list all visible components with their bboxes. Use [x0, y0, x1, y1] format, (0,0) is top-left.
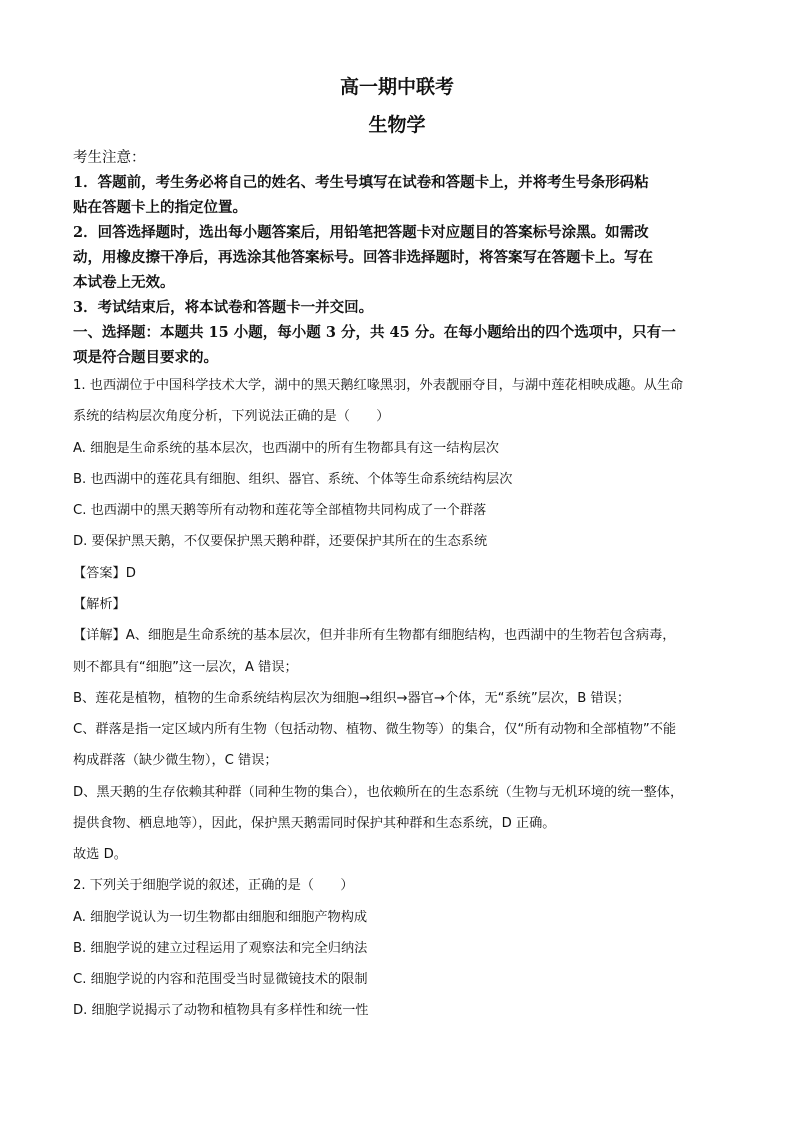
subject-title: 生物学	[368, 114, 426, 136]
question-2-option-c: C. 细胞学说的内容和范围受当时显微镜技术的限制	[73, 972, 368, 987]
question-1-detail-4: C、群落是指一定区域内所有生物（包括动物、植物、微生物等）的集合，仅“所有动物和全部植物”不能	[73, 722, 677, 737]
section-heading-cont: 项是符合题目要求的。	[73, 349, 218, 366]
question-1-stem: 1. 也西湖位于中国科学技术大学，湖中的黑天鹅红喙黑羽，外表靓丽夺目，与湖中莲花相映成趣。从生命	[73, 378, 684, 393]
question-2-option-b: B. 细胞学说的建立过程运用了观察法和完全归纳法	[73, 941, 368, 956]
question-1-answer: 【答案】D	[73, 566, 136, 581]
question-1-detail-6: D、黑天鹅的生存依赖其种群（同种生物的集合），也依赖所在的生态系统（生物与无机环境的统一整体，	[73, 785, 684, 800]
question-2-stem: 2. 下列关于细胞学说的叙述，正确的是（ ）	[73, 878, 354, 893]
notice-item-1: 1．答题前，考生务必将自己的姓名、考生号填写在试卷和答题卡上，并将考生号条形码粘	[73, 174, 649, 191]
notice-item-3: 3．考试结束后，将本试卷和答题卡一并交回。	[73, 299, 374, 316]
question-1-detail: 【详解】A、细胞是生命系统的基本层次，但并非所有生物都有细胞结构，也西湖中的生物若包含病毒，	[73, 628, 676, 643]
question-1-analysis-heading: 【解析】	[73, 597, 126, 612]
question-2-option-a: A. 细胞学说认为一切生物都由细胞和细胞产物构成	[73, 910, 368, 925]
question-1-detail-3: B、莲花是植物，植物的生命系统结构层次为细胞→组织→器官→个体，无“系统”层次，B 错误；	[73, 691, 631, 706]
section-heading: 一、选择题：本题共 15 小题，每小题 3 分，共 45 分。在每小题给出的四个选项中，只有一	[73, 324, 676, 341]
question-1-detail-7: 提供食物、栖息地等），因此，保护黑天鹅需同时保护其种群和生态系统，D 正确。	[73, 816, 556, 831]
notice-item-2-cont: 动，用橡皮擦干净后，再选涂其他答案标号。回答非选择题时，将答案写在答题卡上。写在	[73, 249, 653, 266]
question-1-detail-2: 则不都具有“细胞”这一层次，A 错误；	[73, 660, 298, 675]
question-1-option-d: D. 要保护黑天鹅，不仅要保护黑天鹅种群，还要保护其所在的生态系统	[73, 534, 488, 549]
notice-item-2-cont2: 本试卷上无效。	[73, 274, 175, 291]
question-1-option-b: B. 也西湖中的莲花具有细胞、组织、器官、系统、个体等生命系统结构层次	[73, 472, 513, 487]
question-1-detail-5: 构成群落（缺少微生物），C 错误；	[73, 753, 278, 768]
question-1-stem-cont: 系统的结构层次角度分析，下列说法正确的是（ ）	[73, 409, 390, 424]
question-1-option-a: A. 细胞是生命系统的基本层次，也西湖中的所有生物都具有这一结构层次	[73, 441, 499, 456]
notice-item-2: 2．回答选择题时，选出每小题答案后，用铅笔把答题卡对应题目的答案标号涂黑。如需改	[73, 224, 649, 241]
exam-title: 高一期中联考	[339, 76, 454, 98]
question-1-option-c: C. 也西湖中的黑天鹅等所有动物和莲花等全部植物共同构成了一个群落	[73, 503, 487, 518]
question-2-option-d: D. 细胞学说揭示了动物和植物具有多样性和统一性	[73, 1003, 369, 1018]
notice-item-1-cont: 贴在答题卡上的指定位置。	[73, 199, 247, 216]
notice-heading: 考生注意：	[73, 150, 146, 166]
question-1-conclusion: 故选 D。	[73, 847, 127, 862]
